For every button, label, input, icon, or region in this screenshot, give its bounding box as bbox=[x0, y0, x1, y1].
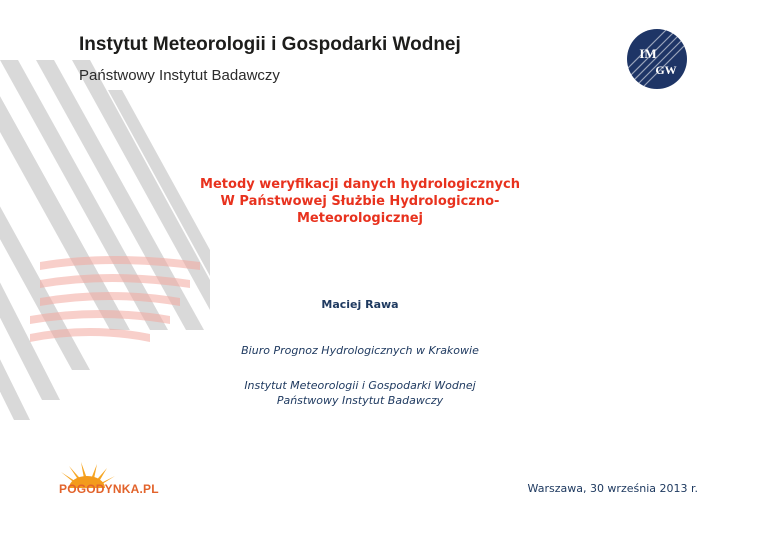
pogodynka-text: POGODYNKA.PL bbox=[59, 482, 159, 496]
institute-line-2: Państwowy Instytut Badawczy bbox=[276, 394, 444, 407]
organization: Biuro Prognoz Hydrologicznych w Krakowie bbox=[241, 344, 479, 357]
footer-date: Warszawa, 30 września 2013 r. bbox=[527, 482, 698, 495]
logo-text-top: IM bbox=[639, 46, 657, 61]
title-line-2: W Państwowej Służbie Hydrologiczno- bbox=[220, 194, 500, 209]
author-name: Maciej Rawa bbox=[321, 298, 399, 311]
pogodynka-logo bbox=[55, 458, 175, 508]
logo-text-bottom: GW bbox=[655, 63, 677, 77]
institute-line-1: Instytut Meteorologii i Gospodarki Wodnej bbox=[244, 379, 476, 392]
header-subtitle: Państwowy Instytut Badawczy bbox=[79, 67, 280, 84]
header-title: Instytut Meteorologii i Gospodarki Wodnej bbox=[79, 34, 461, 55]
imgw-logo bbox=[626, 28, 688, 90]
institute bbox=[160, 378, 560, 408]
presentation-title bbox=[160, 176, 560, 227]
title-line-1: Metody weryfikacji danych hydrologicznych bbox=[200, 177, 520, 192]
title-line-3: Meteorologicznej bbox=[296, 211, 423, 226]
